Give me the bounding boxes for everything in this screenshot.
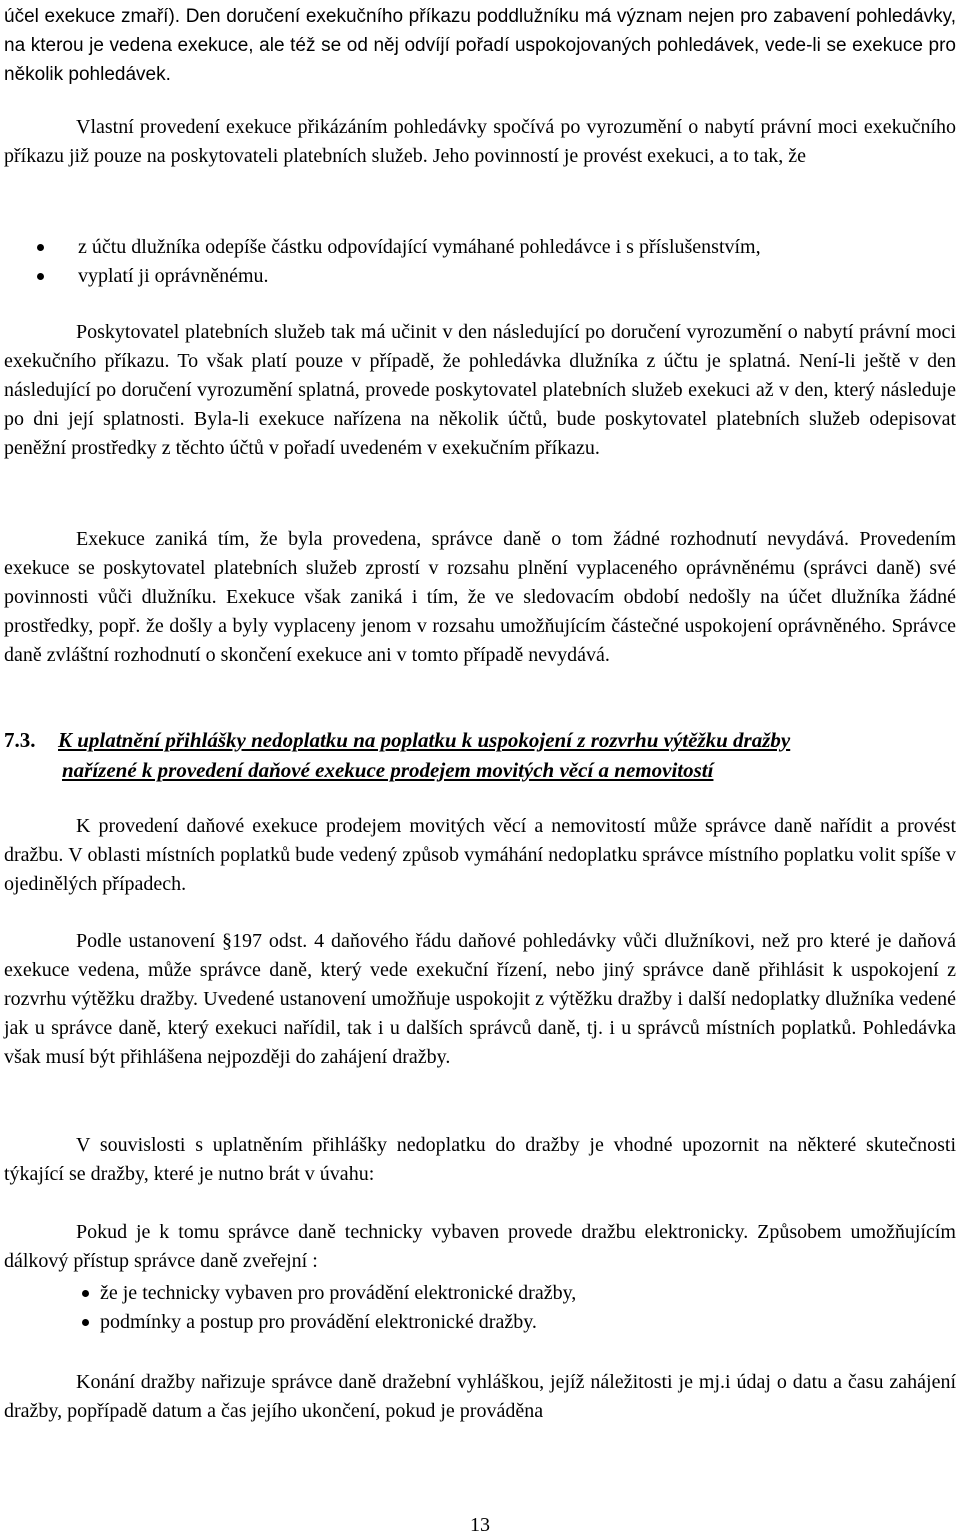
list-item-text: vyplatí ji oprávněnému.: [78, 265, 269, 287]
paragraph: Poskytovatel platebních služeb tak má učinit v den následující po doručení vyrozumění o nabytí právní moci exekučního příkazu. To však platí pouze v případě, že pohledávka dlužníka z účtu je splatná. Není-li ještě v den následující po doručení vyrozumění splatná, provede poskytovatel platebních služeb exekuci až v den, který následuje po dni její splatnosti. Byla-li exekuce nařízena na několik účtů, bude poskytovatel platebních služeb odepisovat peněžní prostředky z těchto účtů v pořadí uvedeném v exekučním příkazu.: [4, 321, 956, 459]
section-title-line2: nařízené k provedení daňové exekuce prodejem movitých věcí a nemovitostí: [62, 758, 714, 782]
list-item: [0, 1279, 956, 1308]
bullet-dot-icon: [82, 1319, 89, 1326]
paragraph: Konání dražby nařizuje správce daně dražební vyhláškou, jejíž náležitosti je mj.i údaj o datu a času zahájení dražby, popřípadě datum a čas jejího ukončení, pokud je prováděna: [4, 1371, 956, 1422]
list-item: [0, 262, 956, 291]
bullet-dot-icon: [82, 1290, 89, 1297]
bullet-dot-icon: [37, 244, 44, 251]
list-item-text: z účtu dlužníka odepíše částku odpovídající vymáhané pohledávce i s příslušenstvím,: [78, 236, 761, 258]
paragraph: Exekuce zaniká tím, že byla provedena, správce daně o tom žádné rozhodnutí nevydává. Provedením exekuce se poskytovatel platebních služeb zprostí v rozsahu plnění vyplaceného oprávněnému (správci daně) své povinnosti vůči dlužníku. Exekuce však zaniká i tím, že ve sledovacím období nedošly na účet dlužníka žádné prostředky, popř. že došly a byly vyplaceny jenom v rozsahu umožňujícím částečné uspokojení oprávněného. Správce daně zvláštní rozhodnutí o skončení exekuce ani v tomto případě nevydává.: [4, 528, 956, 666]
bullet-list: [0, 233, 956, 291]
list-item-text: že je technicky vybaven pro provádění elektronické dražby,: [100, 1282, 577, 1304]
bullet-list: [0, 1279, 956, 1337]
list-item: [0, 1308, 956, 1337]
section-heading: [4, 725, 956, 785]
paragraph: Vlastní provedení exekuce přikázáním pohledávky spočívá po vyrozumění o nabytí právní moci exekučního příkazu již pouze na poskytovateli platebních služeb. Jeho povinností je provést exekuci, a to tak, že: [4, 116, 956, 167]
list-item-text: podmínky a postup pro provádění elektronické dražby.: [100, 1311, 537, 1333]
section-number: 7.3.: [4, 728, 36, 752]
section-title-line1: K uplatnění přihlášky nedoplatku na poplatku k uspokojení z rozvrhu výtěžku dražby: [58, 728, 791, 752]
paragraph: Pokud je k tomu správce daně technicky vybaven provede dražbu elektronicky. Způsobem umožňujícím dálkový přístup správce daně zveřejní :: [4, 1221, 956, 1272]
paragraph: účel exekuce zmaří). Den doručení exekučního příkazu poddlužníku má význam nejen pro zabavení pohledávky, na kterou je vedena exekuce, ale též se od něj odvíjí pořadí uspokojovaných pohledávek, vede-li se exekuce pro několik pohledávek.: [4, 6, 956, 85]
page-number: 13: [470, 1514, 490, 1536]
list-item: [0, 233, 956, 262]
bullet-dot-icon: [37, 273, 44, 280]
paragraph: V souvislosti s uplatněním přihlášky nedoplatku do dražby je vhodné upozornit na některé skutečnosti týkající se dražby, které je nutno brát v úvahu:: [4, 1134, 956, 1185]
paragraph: K provedení daňové exekuce prodejem movitých věcí a nemovitostí může správce daně nařídit a provést dražbu. V oblasti místních poplatků bude vedený způsob vymáhání nedoplatku správce místního poplatku volit spíše v ojedinělých případech.: [4, 815, 956, 895]
paragraph: Podle ustanovení §197 odst. 4 daňového řádu daňové pohledávky vůči dlužníkovi, než pro které je daňová exekuce vedena, může správce daně, který vede exekuční řízení, nebo jiný správce daně přihlásit k uspokojení z rozvrhu výtěžku dražby. Uvedené ustanovení umožňuje uspokojit z výtěžku dražby i další nedoplatky dlužníka vedené jak u správce daně, který exekuci nařídil, tak i u dalších správců daně, tj. i u správců místních poplatků. Pohledávka však musí být přihlášena nejpozději do zahájení dražby.: [4, 930, 956, 1068]
